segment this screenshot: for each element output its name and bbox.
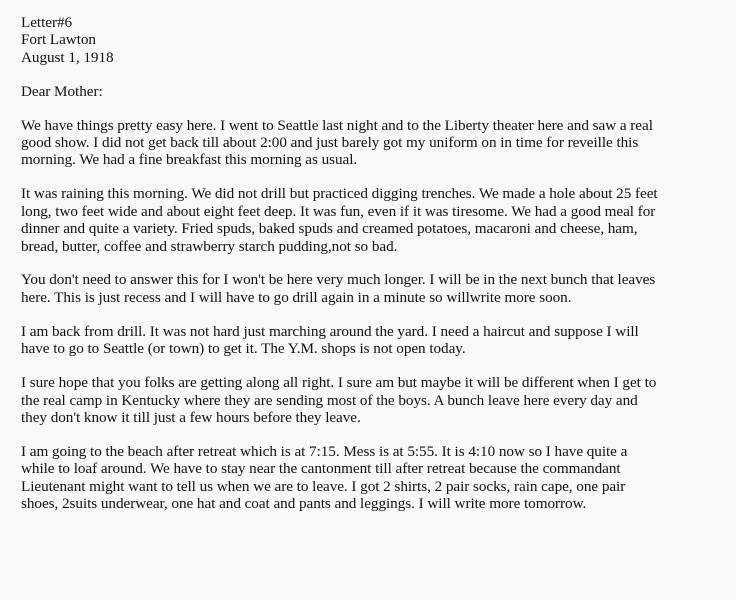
paragraph-line: I am going to the beach after retreat which is at 7:15. Mess is at 5:55. It is 4:10 now so I have quite a [21, 442, 628, 460]
salutation: Dear Mother: [21, 83, 103, 101]
paragraph-line: I am back from drill. It was not hard just marching around the yard. I need a haircut and suppose I will [21, 322, 639, 340]
letter-date: August 1, 1918 [21, 48, 114, 66]
paragraph-4 [21, 323, 733, 358]
paragraph-line: while to loaf around. We have to stay near the cantonment till after retreat because the commandant [21, 460, 621, 478]
paragraph-line: I sure hope that you folks are getting along all right. I sure am but maybe it will be different when I get to [21, 374, 657, 392]
letter-body [21, 14, 733, 529]
paragraph-line: bread, butter, coffee and strawberry starch pudding,not so bad. [21, 237, 398, 255]
paragraph-line: We have things pretty easy here. I went to Seattle last night and to the Liberty theater here and saw a real [21, 116, 653, 134]
paragraph-3 [21, 271, 733, 306]
paragraph-line: the real camp in Kentucky where they are sending most of the boys. A bunch leave here every day and [21, 391, 638, 409]
paragraph-5 [21, 374, 733, 426]
paragraph-line: morning. We had a fine breakfast this morning as usual. [21, 151, 358, 169]
paragraph-line: here. This is just recess and I will have to go drill again in a minute so willwrite more soon. [21, 288, 572, 306]
paragraph-line: have to go to Seattle (or town) to get it. The Y.M. shops is not open today. [21, 340, 466, 358]
paragraph-line: Lieutenant might want to tell us when we are to leave. I got 2 shirts, 2 pair socks, rain cape, one pair [21, 477, 626, 495]
paragraph-6 [21, 443, 733, 513]
paragraph-line: You don't need to answer this for I won't be here very much longer. I will be in the next bunch that leaves [21, 271, 656, 289]
paragraph-line: dinner and quite a variety. Fried spuds, baked spuds and creamed potatoes, macaroni and cheese, ham, [21, 220, 638, 238]
paragraph-line: good show. I did not get back till about 2:00 and just barely got my uniform on in time for reveille this [21, 134, 639, 152]
paragraph-line: shoes, 2suits underwear, one hat and coat and pants and leggings. I will write more tomorrow. [21, 495, 587, 513]
paragraph-line: they don't know it till just a few hours before they leave. [21, 408, 361, 426]
paragraph-2 [21, 185, 733, 255]
paragraph-line: long, two feet wide and about eight feet deep. It was fun, even if it was tiresome. We had a good meal for [21, 202, 656, 220]
paragraph-line: It was raining this morning. We did not drill but practiced digging trenches. We made a hole about 25 feet [21, 185, 658, 203]
letter-number: Letter#6 [21, 14, 73, 31]
paragraph-1 [21, 117, 733, 169]
letter-location: Fort Lawton [21, 31, 96, 49]
